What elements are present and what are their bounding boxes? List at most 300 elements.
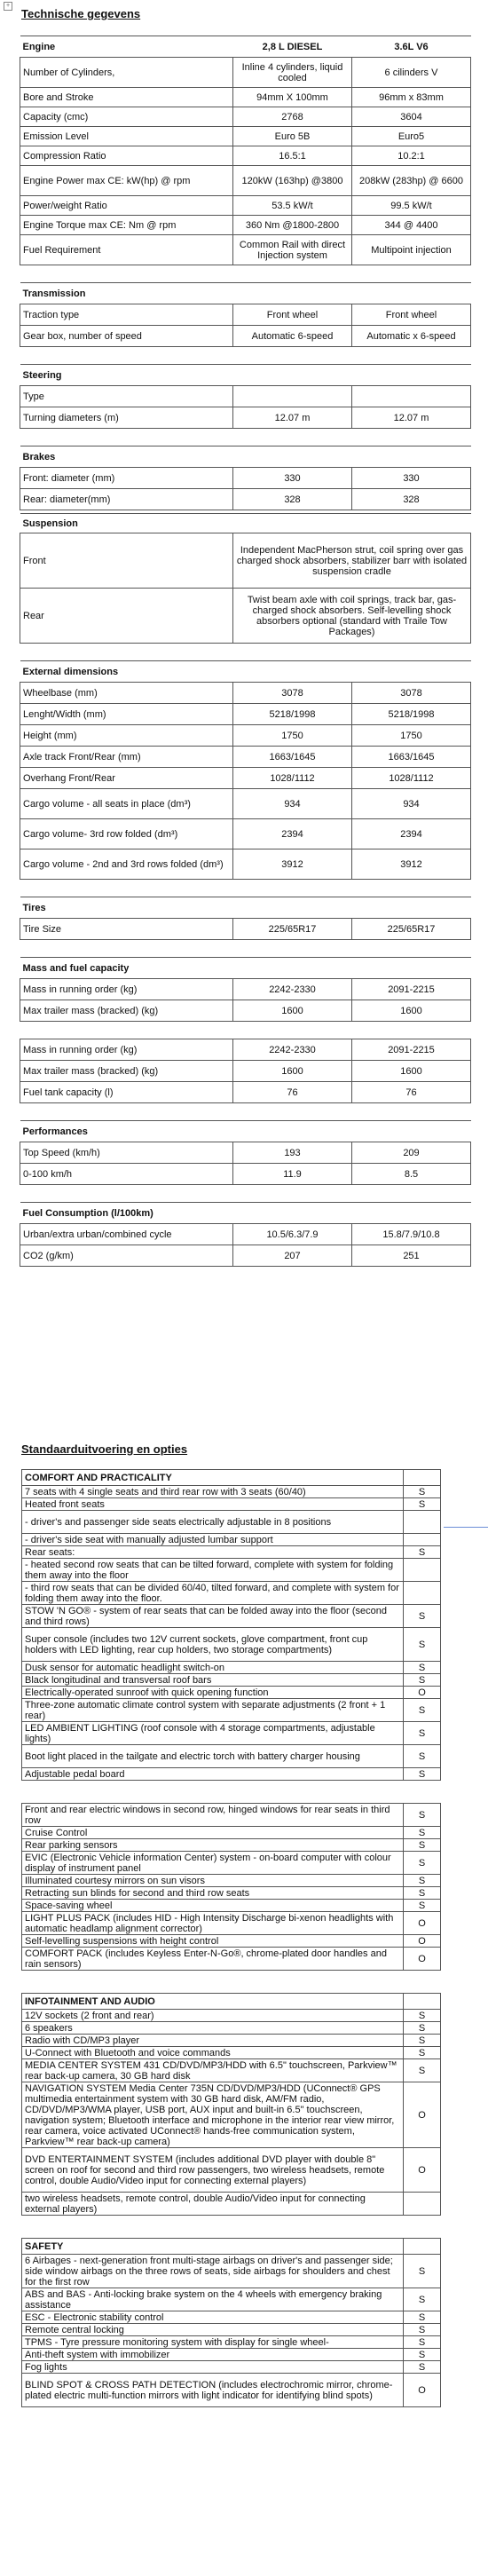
spec-row <box>20 533 471 589</box>
spec-row <box>20 489 471 510</box>
spec-value-v6: 330 <box>352 468 471 489</box>
section-title: Mass and fuel capacity <box>20 958 471 979</box>
spec-value-v6: 3912 <box>352 849 471 880</box>
spec-value-v6: 96mm x 83mm <box>352 88 471 107</box>
spec-row <box>20 1224 471 1245</box>
spec-label: Rear <box>20 589 233 644</box>
section-title: Transmission <box>20 283 471 304</box>
spec-value-diesel: 2768 <box>233 107 352 127</box>
options-row <box>22 1839 441 1852</box>
options-row <box>22 1559 441 1582</box>
option-label: Adjustable pedal board <box>22 1768 404 1781</box>
spacer-cell <box>20 265 471 283</box>
header-diesel: 2,8 L DIESEL <box>233 36 352 58</box>
spec-value-v6: 934 <box>352 789 471 819</box>
section-header-row <box>20 446 471 468</box>
option-label: Illuminated courtesy mirrors on sun visors <box>22 1875 404 1887</box>
options-table <box>21 1469 441 1781</box>
options-row <box>22 1511 441 1534</box>
spec-row <box>20 304 471 326</box>
spec-row <box>20 589 471 644</box>
options-row <box>22 2374 441 2407</box>
options-row <box>22 2010 441 2022</box>
spec-label: Urban/extra urban/combined cycle <box>20 1224 233 1245</box>
spec-value-v6: 1600 <box>352 1061 471 1082</box>
option-label: Remote central locking <box>22 2324 404 2336</box>
options-row <box>22 1912 441 1935</box>
section-header-row <box>20 897 471 919</box>
spec-value-diesel: 2394 <box>233 819 352 849</box>
spec-row <box>20 1164 471 1185</box>
spacer-row <box>20 1022 471 1039</box>
spec-value-v6: 76 <box>352 1082 471 1103</box>
option-label: - driver's and passenger side seats electrically adjustable in 8 positions <box>22 1511 404 1534</box>
spec-value-diesel: 12.07 m <box>233 407 352 429</box>
option-label: 6 Airbages - next-generation front multi-stage airbags on driver's and passenger side; side window airbags on the three rows of seats, side airbags for shoulders and chest for the first row <box>22 2255 404 2288</box>
spec-value-diesel: Inline 4 cylinders, liquid cooled <box>233 58 352 88</box>
spec-label: Engine Torque max CE: Nm @ rpm <box>20 216 233 235</box>
options-row <box>22 2035 441 2047</box>
page-title: Technische gegevens <box>21 7 141 20</box>
spec-label: Height (mm) <box>20 725 233 747</box>
spec-label: Tire Size <box>20 919 233 940</box>
option-availability: S <box>404 1827 441 1839</box>
section-title: Suspension <box>20 514 471 533</box>
option-label: Three-zone automatic climate control system with separate adjustments (2 front + 1 rear) <box>22 1699 404 1722</box>
spec-label: Mass in running order (kg) <box>20 979 233 1000</box>
options-row <box>22 1887 441 1900</box>
spacer-row <box>20 347 471 365</box>
option-label: Electrically-operated sunroof with quick opening function <box>22 1687 404 1699</box>
options-row <box>22 2193 441 2216</box>
option-availability: S <box>404 1722 441 1745</box>
spec-row <box>20 1082 471 1103</box>
spacer-cell <box>20 1022 471 1039</box>
option-label: ESC - Electronic stability control <box>22 2311 404 2324</box>
margin-divider <box>444 1527 488 1528</box>
options-section-title: SAFETY <box>22 2239 404 2255</box>
option-label: two wireless headsets, remote control, double Audio/Video input for connecting external players) <box>22 2193 404 2216</box>
section-header-row <box>20 1203 471 1224</box>
options-row <box>22 2059 441 2082</box>
spec-row <box>20 789 471 819</box>
option-label: TPMS - Tyre pressure monitoring system with display for single wheel- <box>22 2336 404 2349</box>
options-row <box>22 1628 441 1662</box>
spec-value-diesel: 53.5 kW/t <box>233 196 352 216</box>
options-section-title: COMFORT AND PRACTICALITY <box>22 1470 404 1486</box>
option-label: MEDIA CENTER SYSTEM 431 CD/DVD/MP3/HDD with 6.5" touchscreen, Parkview™ rear back-up camera, 30 GB hard disk <box>22 2059 404 2082</box>
spec-value-diesel: 2242-2330 <box>233 1039 352 1061</box>
option-availability: S <box>404 1662 441 1674</box>
spec-value-diesel: Automatic 6-speed <box>233 326 352 347</box>
spec-value-diesel: 5218/1998 <box>233 704 352 725</box>
spacer-cell <box>20 940 471 958</box>
spec-row <box>20 166 471 196</box>
options-row <box>22 2361 441 2374</box>
spec-label: Power/weight Ratio <box>20 196 233 216</box>
section-header-row <box>20 283 471 304</box>
options-title: Standaarduitvoering en opties <box>21 1442 188 1456</box>
option-label: LED AMBIENT LIGHTING (roof console with 4 storage compartments, adjustable lights) <box>22 1722 404 1745</box>
option-availability: O <box>404 1912 441 1935</box>
options-table <box>21 2238 441 2407</box>
spec-value-diesel: 120kW (163hp) @3800 <box>233 166 352 196</box>
options-row <box>22 1900 441 1912</box>
section-title: External dimensions <box>20 661 471 683</box>
spec-row <box>20 88 471 107</box>
spec-row <box>20 1142 471 1164</box>
option-availability: S <box>404 2035 441 2047</box>
options-row <box>22 1935 441 1948</box>
spec-label: Front: diameter (mm) <box>20 468 233 489</box>
header-label: Engine <box>20 36 233 58</box>
option-availability: S <box>404 2324 441 2336</box>
spec-row <box>20 216 471 235</box>
option-availability: S <box>404 2059 441 2082</box>
options-row <box>22 2148 441 2193</box>
spec-row <box>20 326 471 347</box>
spacer-cell <box>20 347 471 365</box>
options-row <box>22 1875 441 1887</box>
spec-label: Axle track Front/Rear (mm) <box>20 747 233 768</box>
spec-value-v6: Front wheel <box>352 304 471 326</box>
spec-label: Cargo volume - all seats in place (dm³) <box>20 789 233 819</box>
options-row <box>22 1722 441 1745</box>
spec-value-diesel: Front wheel <box>233 304 352 326</box>
spec-row <box>20 919 471 940</box>
spec-value-diesel: 2242-2330 <box>233 979 352 1000</box>
technical-data-table <box>20 36 471 1267</box>
spec-value-v6: 2091-2215 <box>352 1039 471 1061</box>
option-availability: S <box>404 1768 441 1781</box>
spec-value-diesel: 94mm X 100mm <box>233 88 352 107</box>
option-availability: O <box>404 1935 441 1948</box>
options-row <box>22 1948 441 1971</box>
spec-label: Top Speed (km/h) <box>20 1142 233 1164</box>
option-availability: S <box>404 2361 441 2374</box>
spec-label: Max trailer mass (bracked) (kg) <box>20 1061 233 1082</box>
spec-label: Bore and Stroke <box>20 88 233 107</box>
option-availability: S <box>404 1839 441 1852</box>
option-label: Fog lights <box>22 2361 404 2374</box>
option-availability: S <box>404 1674 441 1687</box>
spacer-row <box>20 880 471 897</box>
spec-value-v6: 1600 <box>352 1000 471 1022</box>
option-availability <box>404 1511 441 1534</box>
spec-label: Wheelbase (mm) <box>20 683 233 704</box>
option-label: BLIND SPOT & CROSS PATH DETECTION (includes electrochromic mirror, chrome-plated electric multi-function mirrors with light indicator for identifying blind spots) <box>22 2374 404 2407</box>
option-label: Anti-theft system with immobilizer <box>22 2349 404 2361</box>
spec-value-diesel: 225/65R17 <box>233 919 352 940</box>
option-availability: O <box>404 1948 441 1971</box>
spec-row <box>20 107 471 127</box>
spacer-cell <box>20 880 471 897</box>
spec-value-v6: 225/65R17 <box>352 919 471 940</box>
spec-value-v6: 1663/1645 <box>352 747 471 768</box>
spec-value-v6: 2394 <box>352 819 471 849</box>
option-availability: S <box>404 1900 441 1912</box>
spacer-row <box>20 940 471 958</box>
spec-label: Mass in running order (kg) <box>20 1039 233 1061</box>
option-availability: S <box>404 2311 441 2324</box>
option-availability: S <box>404 1605 441 1628</box>
option-label: - third row seats that can be divided 60/40, tilted forward, and complete with system for folding them away into the floor. <box>22 1582 404 1605</box>
option-availability: S <box>404 2022 441 2035</box>
options-row <box>22 2022 441 2035</box>
spec-value-v6: Automatic x 6-speed <box>352 326 471 347</box>
options-row <box>22 1605 441 1628</box>
spec-label: Traction type <box>20 304 233 326</box>
option-label: Retracting sun blinds for second and third row seats <box>22 1887 404 1900</box>
options-row <box>22 1804 441 1827</box>
spec-row <box>20 235 471 265</box>
spacer-cell <box>20 644 471 661</box>
empty-cell <box>404 2239 441 2255</box>
section-header-row <box>20 514 471 533</box>
section-title: Performances <box>20 1121 471 1142</box>
spec-value-v6: Multipoint injection <box>352 235 471 265</box>
option-label: Black longitudinal and transversal roof bars <box>22 1674 404 1687</box>
option-availability: S <box>404 1546 441 1559</box>
spec-label: Fuel tank capacity (l) <box>20 1082 233 1103</box>
option-availability: S <box>404 1875 441 1887</box>
header-v6: 3.6L V6 <box>352 36 471 58</box>
option-availability: S <box>404 1887 441 1900</box>
spec-row <box>20 146 471 166</box>
spec-row <box>20 1245 471 1267</box>
spacer-row <box>20 265 471 283</box>
spec-row <box>20 58 471 88</box>
options-row <box>22 1674 441 1687</box>
option-label: ABS and BAS - Anti-locking brake system on the 4 wheels with emergency braking assistance <box>22 2288 404 2311</box>
spec-label: Emission Level <box>20 127 233 146</box>
option-label: 12V sockets (2 front and rear) <box>22 2010 404 2022</box>
spec-label: Gear box, number of speed <box>20 326 233 347</box>
spec-label: Turning diameters (m) <box>20 407 233 429</box>
options-row <box>22 1662 441 1674</box>
option-label: U-Connect with Bluetooth and voice commands <box>22 2047 404 2059</box>
option-availability: O <box>404 2082 441 2148</box>
spec-value-v6: 2091-2215 <box>352 979 471 1000</box>
spec-label: CO2 (g/km) <box>20 1245 233 1267</box>
option-availability: S <box>404 2047 441 2059</box>
option-availability: S <box>404 1628 441 1662</box>
spec-value-diesel: 193 <box>233 1142 352 1164</box>
options-header-row <box>22 1470 441 1486</box>
options-row <box>22 2324 441 2336</box>
option-label: Radio with CD/MP3 player <box>22 2035 404 2047</box>
option-label: Dusk sensor for automatic headlight switch-on <box>22 1662 404 1674</box>
spec-value-diesel: 1663/1645 <box>233 747 352 768</box>
options-row <box>22 1745 441 1768</box>
options-row <box>22 2082 441 2148</box>
option-availability: S <box>404 1804 441 1827</box>
option-label: 7 seats with 4 single seats and third rear row with 3 seats (60/40) <box>22 1486 404 1498</box>
option-label: DVD ENTERTAINMENT SYSTEM (includes additional DVD player with double 8" screen on roof for second and third row passengers, two wireless headsets, remote control, double Audio/Video input for connecting external players) <box>22 2148 404 2193</box>
spec-value-v6: Euro5 <box>352 127 471 146</box>
spec-value-v6: 10.2:1 <box>352 146 471 166</box>
options-row <box>22 2311 441 2324</box>
option-availability <box>404 1582 441 1605</box>
section-title: Tires <box>20 897 471 919</box>
spec-value-diesel: 3078 <box>233 683 352 704</box>
spec-row <box>20 196 471 216</box>
spec-label: Front <box>20 533 233 589</box>
spacer-cell <box>20 429 471 446</box>
spec-label: Capacity (cmc) <box>20 107 233 127</box>
suspension-front-value: Independent MacPherson strut, coil spring over gas charged shock absorbers, stabilizer barr with isolated suspension cradle <box>233 533 471 589</box>
spec-value-v6: 1028/1112 <box>352 768 471 789</box>
spec-value-diesel: 16.5:1 <box>233 146 352 166</box>
option-availability: O <box>404 2148 441 2193</box>
option-availability: S <box>404 1699 441 1722</box>
options-row <box>22 1546 441 1559</box>
options-row <box>22 1827 441 1839</box>
section-title: Brakes <box>20 446 471 468</box>
spec-value-v6: 1750 <box>352 725 471 747</box>
spec-row <box>20 819 471 849</box>
option-availability: S <box>404 2288 441 2311</box>
section-title: Steering <box>20 365 471 386</box>
spec-value-v6: 6 cilinders V <box>352 58 471 88</box>
option-availability <box>404 1534 441 1546</box>
option-label: Rear seats: <box>22 1546 404 1559</box>
spec-value-diesel: 207 <box>233 1245 352 1267</box>
option-label: Self-levelling suspensions with height control <box>22 1935 404 1948</box>
option-availability: S <box>404 1486 441 1498</box>
spec-value-v6: 328 <box>352 489 471 510</box>
spec-value-diesel: 11.9 <box>233 1164 352 1185</box>
spec-value-diesel: Euro 5B <box>233 127 352 146</box>
options-row <box>22 1699 441 1722</box>
spec-label: Rear: diameter(mm) <box>20 489 233 510</box>
options-row <box>22 2336 441 2349</box>
table-header-row <box>20 36 471 58</box>
option-availability: O <box>404 2374 441 2407</box>
spec-value-v6: 344 @ 4400 <box>352 216 471 235</box>
spec-row <box>20 1061 471 1082</box>
options-header-row <box>22 1994 441 2010</box>
section-header-row <box>20 661 471 683</box>
options-row <box>22 1852 441 1875</box>
spec-row <box>20 1039 471 1061</box>
move-anchor-icon[interactable]: + <box>4 2 12 11</box>
options-row <box>22 2255 441 2288</box>
spec-value-diesel: 360 Nm @1800-2800 <box>233 216 352 235</box>
spec-row <box>20 704 471 725</box>
spec-value-diesel: 328 <box>233 489 352 510</box>
spec-row <box>20 725 471 747</box>
spec-value-v6: 12.07 m <box>352 407 471 429</box>
spec-row <box>20 979 471 1000</box>
empty-cell <box>404 1470 441 1486</box>
spec-value-diesel: 3912 <box>233 849 352 880</box>
spacer-cell <box>20 1185 471 1203</box>
spacer-row <box>20 644 471 661</box>
spec-label: Cargo volume - 2nd and 3rd rows folded (dm³) <box>20 849 233 880</box>
spec-value-v6: 208kW (283hp) @ 6600 <box>352 166 471 196</box>
option-availability: S <box>404 1745 441 1768</box>
options-table <box>21 1803 441 1971</box>
spacer-row <box>20 1185 471 1203</box>
option-availability: S <box>404 1498 441 1511</box>
spec-label: Overhang Front/Rear <box>20 768 233 789</box>
options-row <box>22 1582 441 1605</box>
spec-row <box>20 768 471 789</box>
spec-label: Fuel Requirement <box>20 235 233 265</box>
spacer-row <box>20 1103 471 1121</box>
spec-label: 0-100 km/h <box>20 1164 233 1185</box>
options-header-row <box>22 2239 441 2255</box>
option-label: Front and rear electric windows in second row, hinged windows for rear seats in third row <box>22 1804 404 1827</box>
spec-label: Type <box>20 386 233 407</box>
suspension-rear-value: Twist beam axle with coil springs, track bar, gas-charged shock absorbers. Self-levelling shock absorbers optional (standard with Traile Tow Packages) <box>233 589 471 644</box>
option-availability: O <box>404 1687 441 1699</box>
option-availability: S <box>404 1852 441 1875</box>
option-label: LIGHT PLUS PACK (includes HID - High Intensity Discharge bi-xenon headlights with automatic headlamp alignment corrector) <box>22 1912 404 1935</box>
spec-value-diesel: 1600 <box>233 1061 352 1082</box>
spec-value-diesel: Common Rail with direct Injection system <box>233 235 352 265</box>
spec-value-v6: 3604 <box>352 107 471 127</box>
spec-value-v6: 5218/1998 <box>352 704 471 725</box>
option-label: Space-saving wheel <box>22 1900 404 1912</box>
option-label: - driver's side seat with manually adjusted lumbar support <box>22 1534 404 1546</box>
spec-row <box>20 127 471 146</box>
spec-row <box>20 747 471 768</box>
spec-label: Engine Power max CE: kW(hp) @ rpm <box>20 166 233 196</box>
option-label: Rear parking sensors <box>22 1839 404 1852</box>
option-availability <box>404 2193 441 2216</box>
spec-value-diesel: 330 <box>233 468 352 489</box>
spec-value-v6: 251 <box>352 1245 471 1267</box>
option-label: COMFORT PACK (includes Keyless Enter-N-Go®, chrome-plated door handles and rain sensors) <box>22 1948 404 1971</box>
option-label: Heated front seats <box>22 1498 404 1511</box>
spec-row <box>20 683 471 704</box>
options-row <box>22 2047 441 2059</box>
spec-row <box>20 1000 471 1022</box>
spec-row <box>20 407 471 429</box>
option-label: EVIC (Electronic Vehicle information Center) system - on-board computer with colour display of instrument panel <box>22 1852 404 1875</box>
spacer-cell <box>20 1103 471 1121</box>
options-table <box>21 1993 441 2216</box>
spec-label: Number of Cylinders, <box>20 58 233 88</box>
options-row <box>22 1498 441 1511</box>
options-row <box>22 1486 441 1498</box>
option-label: NAVIGATION SYSTEM Media Center 735N CD/DVD/MP3/HDD (UConnect® GPS multimedia entertainment system with 30 GB hard disk, AM/FM radio, CD/DVD/MP3/WMA player, USB port, AUX input and built-in 6.5" touchscreen, navigation system; Bluetooth interface and microphone in the interior rear view mirror, rear camera, voice activated UConnect® hands-free communication system, Parkview™ rear back-up camera) <box>22 2082 404 2148</box>
spec-value-diesel: 10.5/6.3/7.9 <box>233 1224 352 1245</box>
spacer-row <box>20 429 471 446</box>
options-row <box>22 2288 441 2311</box>
option-availability: S <box>404 2336 441 2349</box>
section-header-row <box>20 365 471 386</box>
option-label: Boot light placed in the tailgate and electric torch with battery charger housing <box>22 1745 404 1768</box>
option-availability: S <box>404 2010 441 2022</box>
spec-row <box>20 386 471 407</box>
option-label: 6 speakers <box>22 2022 404 2035</box>
spec-value-v6: 8.5 <box>352 1164 471 1185</box>
option-label: STOW 'N GO® - system of rear seats that can be folded away into the floor (second and third rows) <box>22 1605 404 1628</box>
spec-row <box>20 468 471 489</box>
spec-value-diesel: 1028/1112 <box>233 768 352 789</box>
options-row <box>22 1534 441 1546</box>
section-header-row <box>20 958 471 979</box>
empty-cell <box>404 1994 441 2010</box>
spec-label: Cargo volume- 3rd row folded (dm³) <box>20 819 233 849</box>
options-row <box>22 2349 441 2361</box>
options-row <box>22 1687 441 1699</box>
options-row <box>22 1768 441 1781</box>
spec-value-diesel: 76 <box>233 1082 352 1103</box>
